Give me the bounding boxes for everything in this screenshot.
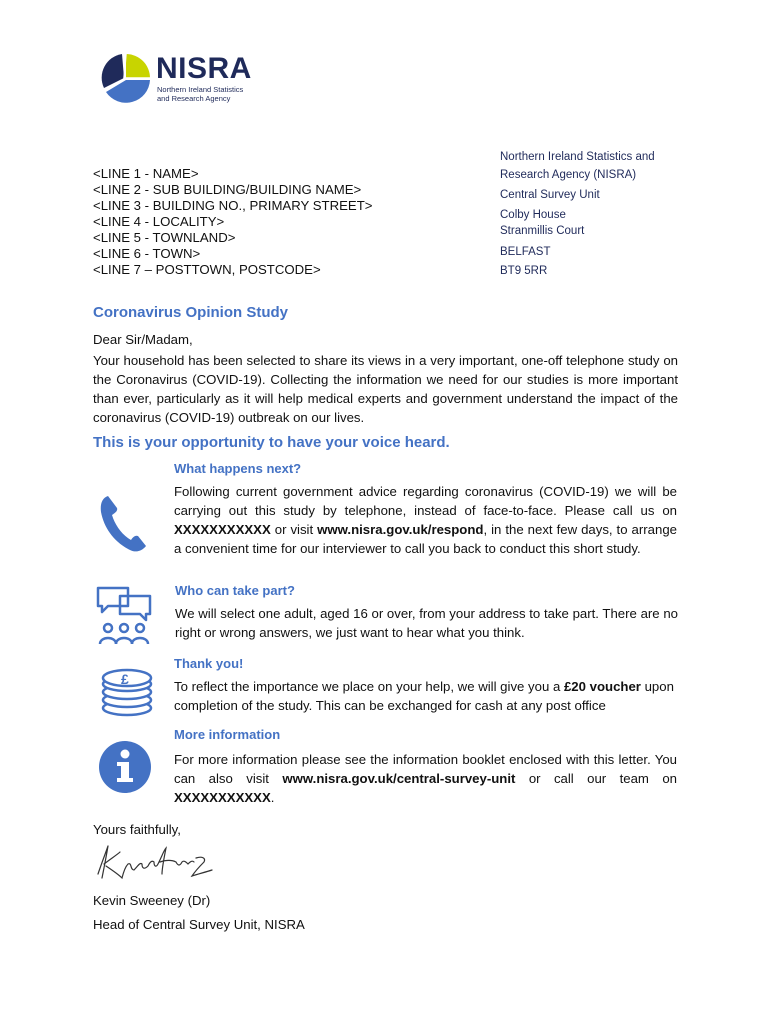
who-can-take-part-heading: Who can take part? [175, 583, 295, 598]
nisra-logo-icon [98, 50, 156, 106]
thank-you-text [174, 677, 677, 715]
address-line-3: <LINE 3 - BUILDING NO., PRIMARY STREET> [93, 198, 373, 213]
logo-subtitle-line-2: and Research Agency [157, 94, 231, 103]
signatory-name: Kevin Sweeney (Dr) [93, 893, 211, 908]
address-line-4: <LINE 4 - LOCALITY> [93, 214, 225, 229]
logo-wordmark: NISRA [156, 52, 252, 85]
thanks-text-end: upon completion of the study. This can be exchanged for cash at any post office [174, 679, 674, 713]
salutation: Dear Sir/Madam, [93, 332, 193, 347]
sender-city: BELFAST [500, 246, 551, 258]
address-line-7: <LINE 7 – POSTTOWN, POSTCODE> [93, 262, 321, 277]
handwritten-signature [92, 840, 216, 888]
signatory-position: Head of Central Survey Unit, NISRA [93, 917, 305, 932]
sender-org-line-1: Northern Ireland Statistics and [500, 151, 655, 163]
thank-you-heading: Thank you! [174, 656, 244, 671]
sender-building: Colby House [500, 209, 566, 221]
intro-paragraph: Your household has been selected to share its views in a very important, one-off telephone study on the Coronavirus (COVID-19). Collecting the information we need for our studies is more important than ever, particularly as it will help medical experts and government understand the impact of the coronavirus (COVID-19) outbreak on our lives. [93, 353, 678, 425]
more-information-text [174, 750, 677, 807]
pound-coins-icon [100, 666, 154, 718]
next-phone-number: XXXXXXXXXXX [174, 522, 271, 537]
more-phone-number: XXXXXXXXXXX [174, 790, 271, 805]
address-line-1: <LINE 1 - NAME> [93, 166, 199, 181]
what-happens-next-heading: What happens next? [174, 461, 302, 476]
phone-icon [98, 492, 150, 554]
voucher-amount: £20 voucher [563, 679, 641, 694]
next-text-end: , in the next few days, to arrange a convenient time for our interviewer to call you back to conduct this short study. [174, 522, 677, 556]
logo-subtitle-line-1: Northern Ireland Statistics [157, 85, 244, 94]
info-icon [98, 740, 152, 794]
address-line-6: <LINE 6 - TOWN> [93, 246, 201, 261]
letter-title: Coronavirus Opinion Study [93, 304, 289, 321]
thanks-text-start: To reflect the importance we place on your help, we will give you a [174, 679, 564, 694]
more-text-start: For more information please see the information booklet enclosed with this letter. You can also visit [174, 752, 677, 786]
more-text-mid: or call our team on [515, 771, 677, 786]
svg-text:£: £ [121, 671, 129, 687]
speech-bubbles-people-icon [94, 584, 154, 648]
sender-org-line-2: Research Agency (NISRA) [500, 169, 637, 181]
headline: This is your opportunity to have your voice heard. [93, 434, 450, 451]
respond-link[interactable]: www.nisra.gov.uk/respond [317, 522, 484, 537]
address-line-2: <LINE 2 - SUB BUILDING/BUILDING NAME> [93, 182, 362, 197]
sender-postcode: BT9 5RR [500, 265, 548, 277]
recipient-address [93, 166, 372, 278]
sender-unit: Central Survey Unit [500, 189, 600, 201]
who-can-take-part-text: We will select one adult, aged 16 or over, from your address to take part. There are no right or wrong answers, we just want to hear what you think. [175, 606, 678, 640]
sender-street: Stranmillis Court [500, 225, 585, 237]
what-happens-next-text [174, 482, 677, 558]
next-text-mid: or visit [270, 522, 318, 537]
next-text-start: Following current government advice regarding coronavirus (COVID-19) we will be carrying out this study by telephone, instead of face-to-face. Please call us on [174, 484, 677, 518]
more-text-end: . [270, 790, 275, 805]
logo-subtitle [157, 85, 243, 103]
address-line-5: <LINE 5 - TOWNLAND> [93, 230, 236, 245]
central-survey-unit-link[interactable]: www.nisra.gov.uk/central-survey-unit [282, 771, 516, 786]
sign-off: Yours faithfully, [93, 822, 181, 837]
more-information-heading: More information [174, 727, 281, 742]
